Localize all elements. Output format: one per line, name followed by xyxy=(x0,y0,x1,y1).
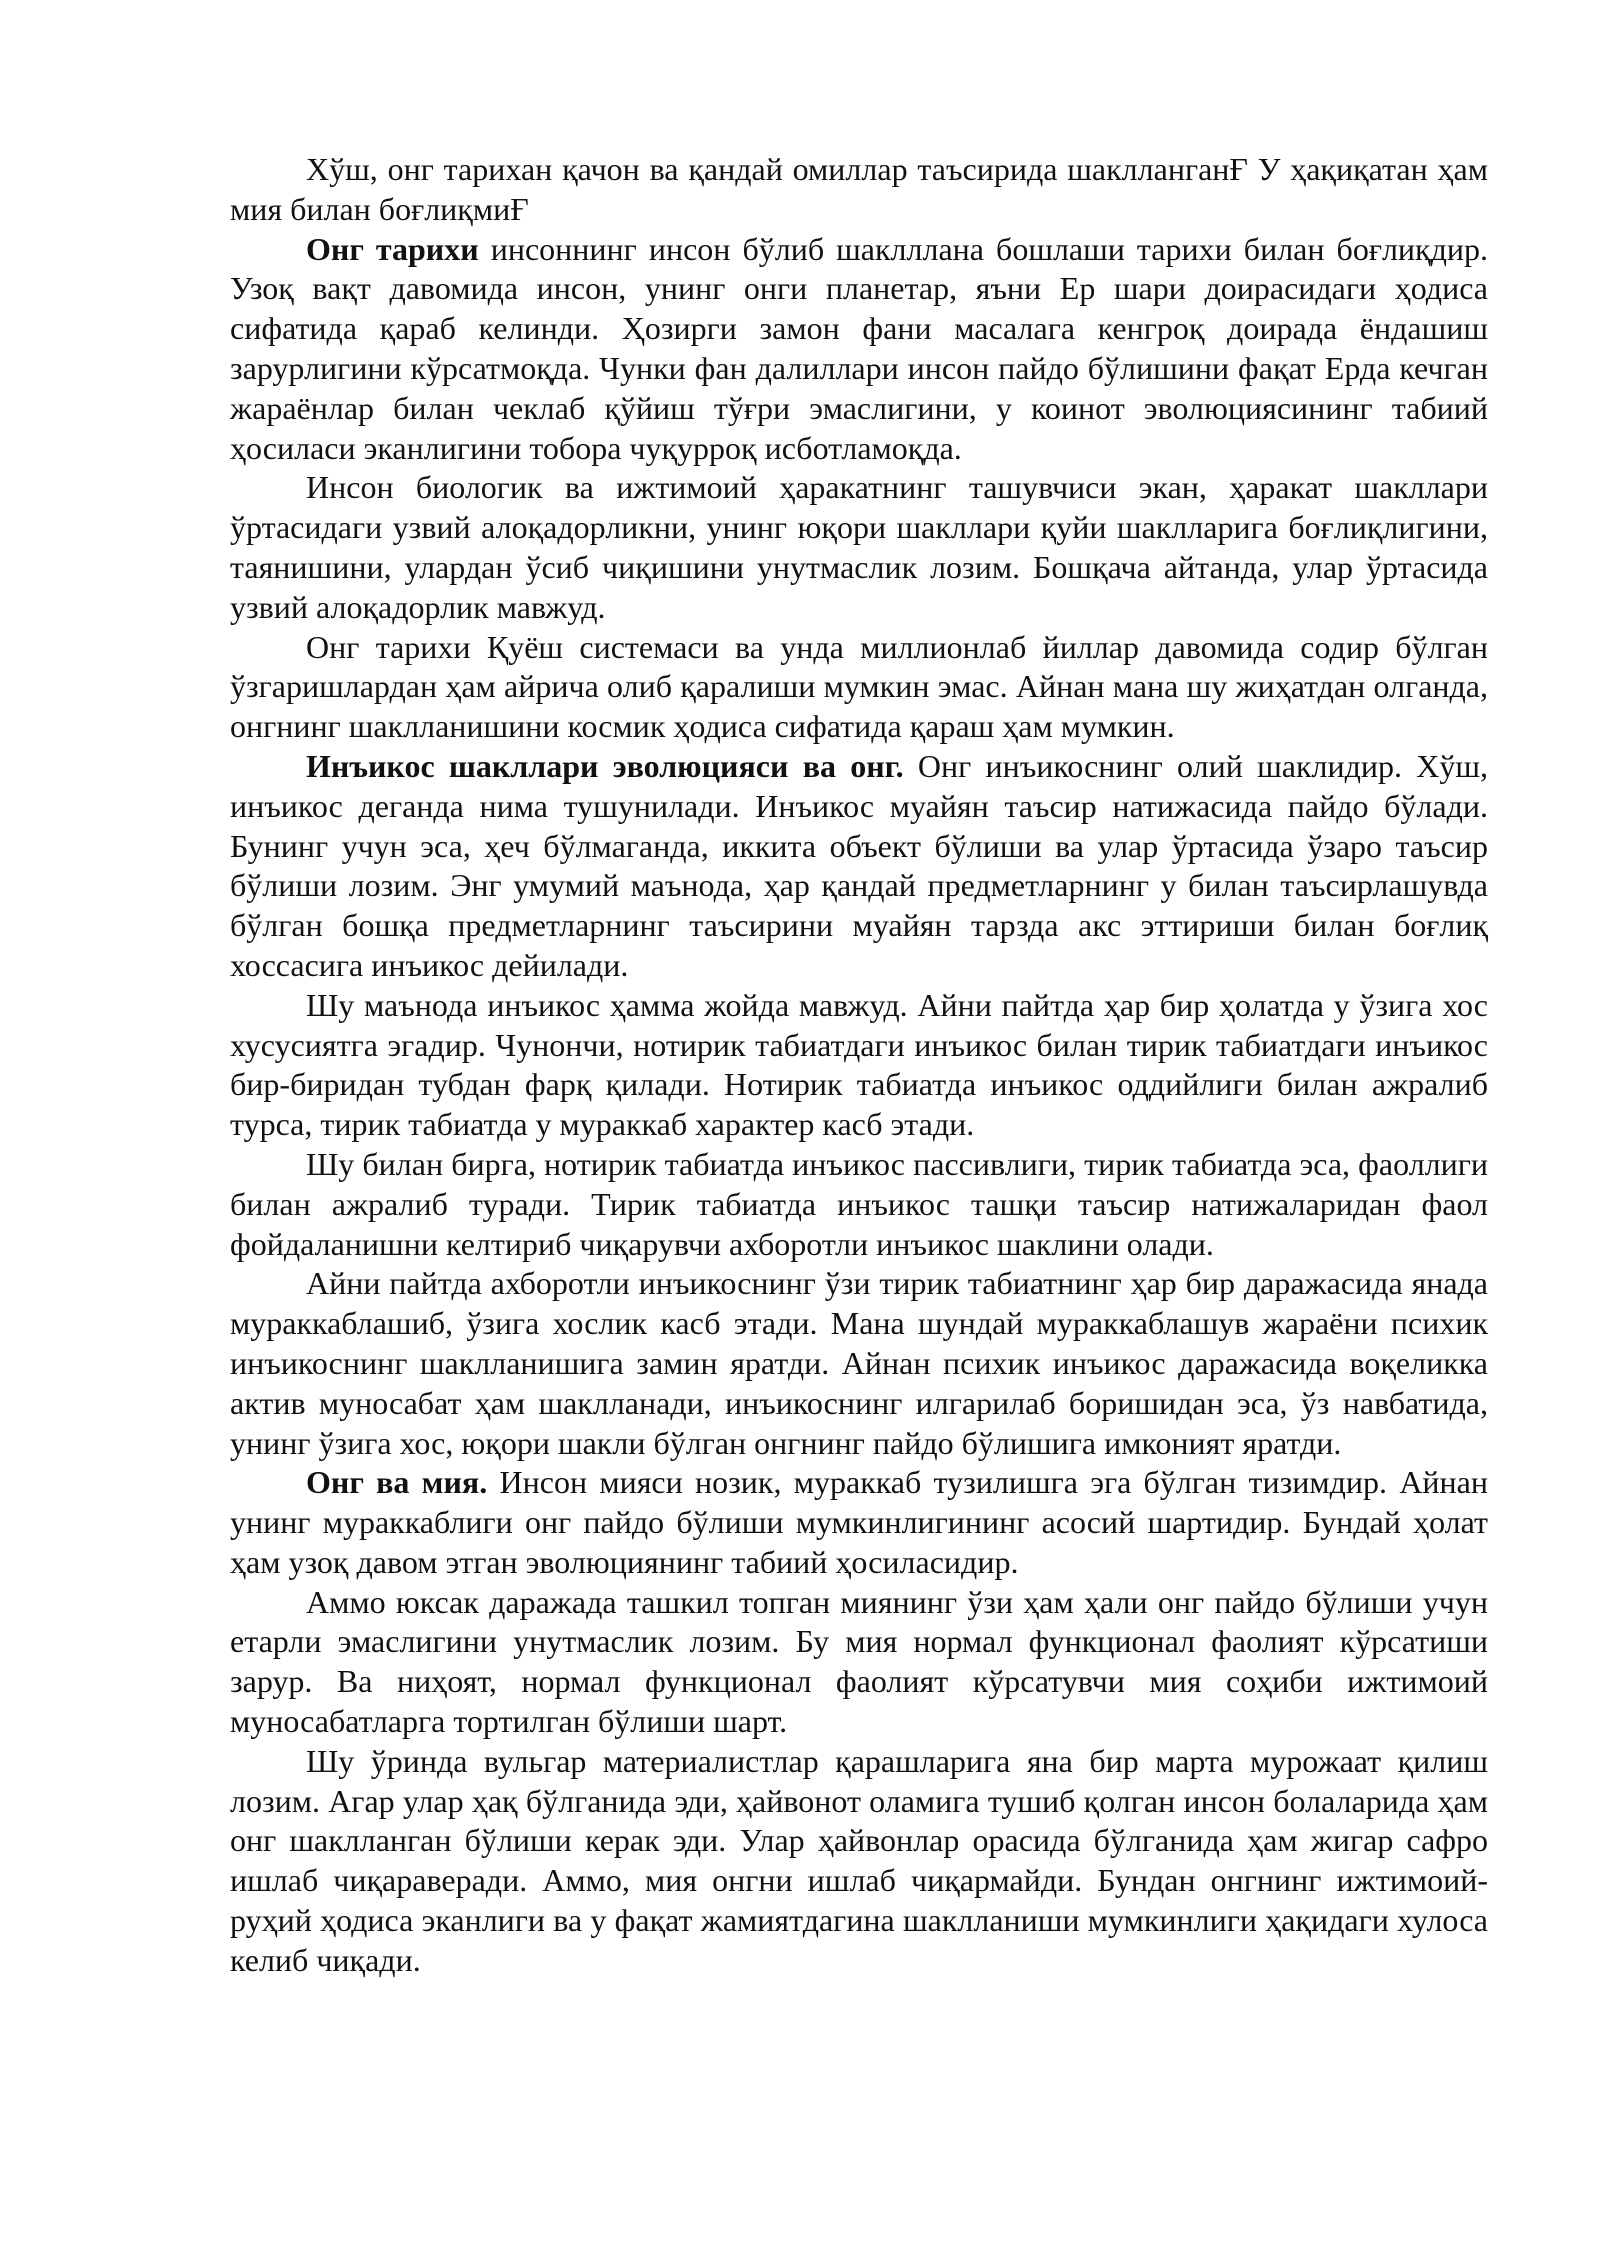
paragraph-1-text: Хўш, онг тарихан қачон ва қандай омиллар таъсирида шаклланганҒ У ҳақиқатан ҳам мия билан боғлиқмиҒ xyxy=(230,151,1488,227)
paragraph-8-text: Айни пайтда ахборотли инъикоснинг ўзи тирик табиатнинг ҳар бир даражасида янада мураккаблашиб, ўзига хослик касб этади. Мана шундай мураккаблашув жараёни психик инъикоснинг шаклланишига замин яратди. Айнан психик инъикос даражасида воқеликка актив муносабат ҳам шаклланади, инъикоснинг илгарилаб боришидан эса, ўз навбатида, унинг ўзига хос, юқори шакли бўлган онгнинг пайдо бўлишига имконият яратди. xyxy=(230,1265,1488,1461)
paragraph-2-text: инсоннинг инсон бўлиб шакллланa бошлаши тарихи билан боғлиқдир. Узоқ вақт давомида инсон, унинг онги планетар, яъни Ер шари доирасидаги ҳодиса сифатида қараб келинди. Ҳозирги замон фани масалага кенгроқ доирада ёндашиш зарурлигини кўрсатмоқда. Чунки фан далиллари инсон пайдо бўлишини фақат Ерда кечган жараёнлар билан чеклаб қўйиш тўғри эмаслигини, у коинот эволюциясининг табиий ҳосиласи эканлигини тобора чуқурроқ исботламоқда. xyxy=(230,230,1489,466)
paragraph-11-text: Шу ўринда вульгар материалистлар қарашларига яна бир марта мурожаат қилиш лозим. Агар улар ҳақ бўлганида эди, ҳайвонот оламига тушиб қолган инсон болаларида ҳам онг шаклланган бўлиши керак эди. Улар ҳайвонлар орасида бўлганида ҳам жигар сафро ишлаб чиқараверади. Аммо, мия онгни ишлаб чиқармайди. Бундан онгнинг ижтимоий-руҳий ҳодиса эканлиги ва у фақат жамиятдагина шаклланиши мумкинлиги ҳақидаги хулоса келиб чиқади. xyxy=(230,1742,1488,1978)
paragraph-2-heading: Онг тарихи xyxy=(306,230,479,267)
paragraph-5-heading: Инъикос шакллари эволюцияси ва онг. xyxy=(306,747,904,784)
paragraph-10 xyxy=(230,1583,1488,1742)
paragraph-3-text: Инсон биологик ва ижтимоий ҳаракатнинг ташувчиси экан, ҳаракат шакллари ўртасидаги узвий алоқадорликни, унинг юқори шакллари қуйи шаклларига боғлиқлигини, таянишини, улардан ўсиб чиқишини унутмаслик лозим. Бошқача айтанда, улар ўртасида узвий алоқадорлик мавжуд. xyxy=(230,469,1488,625)
paragraph-4-text: Онг тарихи Қуёш системаси ва унда миллионлаб йиллар давомида содир бўлган ўзгаришлардан ҳам айрича олиб қаралиши мумкин эмас. Айнан мана шу жиҳатдан олганда, онгнинг шаклланишини космик ҳодиса сифатида қараш ҳам мумкин. xyxy=(230,628,1488,745)
paragraph-10-text: Аммо юксак даражада ташкил топган миянинг ўзи ҳам ҳали онг пайдо бўлиши учун етарли эмаслигини унутмаслик лозим. Бу мия нормал функционал фаолият кўрсатиши зарур. Ва ниҳоят, нормал функционал фаолият кўрсатувчи мия соҳиби ижтимоий муносабатларга тортилган бўлиши шарт. xyxy=(230,1583,1488,1740)
paragraph-9-text: Инсон мияси нозик, мураккаб тузилишга эга бўлган тизимдир. Айнан унинг мураккаблиги онг пайдо бўлиши мумкинлигининг асосий шартидир. Бундай ҳолат ҳам узоқ давом этган эволюциянинг табиий ҳосиласидир. xyxy=(230,1464,1489,1580)
paragraph-6-text: Шу маънода инъикос ҳамма жойда мавжуд. Айни пайтда ҳар бир ҳолатда у ўзига хос хусусиятга эгадир. Чунончи, нотирик табиатдаги инъикос билан тирик табиатдаги инъикос бир-биридан тубдан фарқ қилади. Нотирик табиатда инъикос оддийлиги билан ажралиб турса, тирик табиатда у мураккаб характер касб этади. xyxy=(230,986,1488,1143)
paragraph-9 xyxy=(230,1463,1488,1582)
paragraph-9-heading: Онг ва мия. xyxy=(306,1464,488,1501)
paragraph-3 xyxy=(230,468,1488,627)
paragraph-5 xyxy=(230,747,1488,986)
paragraph-4 xyxy=(230,628,1488,747)
paragraph-1 xyxy=(230,150,1488,230)
paragraph-7 xyxy=(230,1145,1488,1264)
paragraph-6 xyxy=(230,986,1488,1145)
paragraph-5-text: Онг инъикоснинг олий шаклидир. Хўш, инъикос деганда нима тушунилади. Инъикос муайян таъсир натижасида пайдо бўлади. Бунинг учун эса, ҳеч бўлмаганда, иккита объект бўлиши ва улар ўртасида ўзаро таъсир бўлиши лозим. Энг умумий маънода, ҳар қандай предметларнинг у билан таъсирлашувда бўлган бошқа предметларнинг таъсирини муайян тарзда акс эттириши билан боғлиқ хоссасига инъикос дейилади. xyxy=(230,747,1489,983)
paragraph-11 xyxy=(230,1742,1488,1981)
paragraph-2 xyxy=(230,230,1488,469)
paragraph-8 xyxy=(230,1264,1488,1463)
document-page xyxy=(230,150,1488,1981)
paragraph-7-text: Шу билан бирга, нотирик табиатда инъикос пассивлиги, тирик табиатда эса, фаоллиги билан ажралиб туради. Тирик табиатда инъикос ташқи таъсир натижаларидан фаол фойдаланишни келтириб чиқарувчи ахборотли инъикос шаклини олади. xyxy=(230,1145,1488,1262)
